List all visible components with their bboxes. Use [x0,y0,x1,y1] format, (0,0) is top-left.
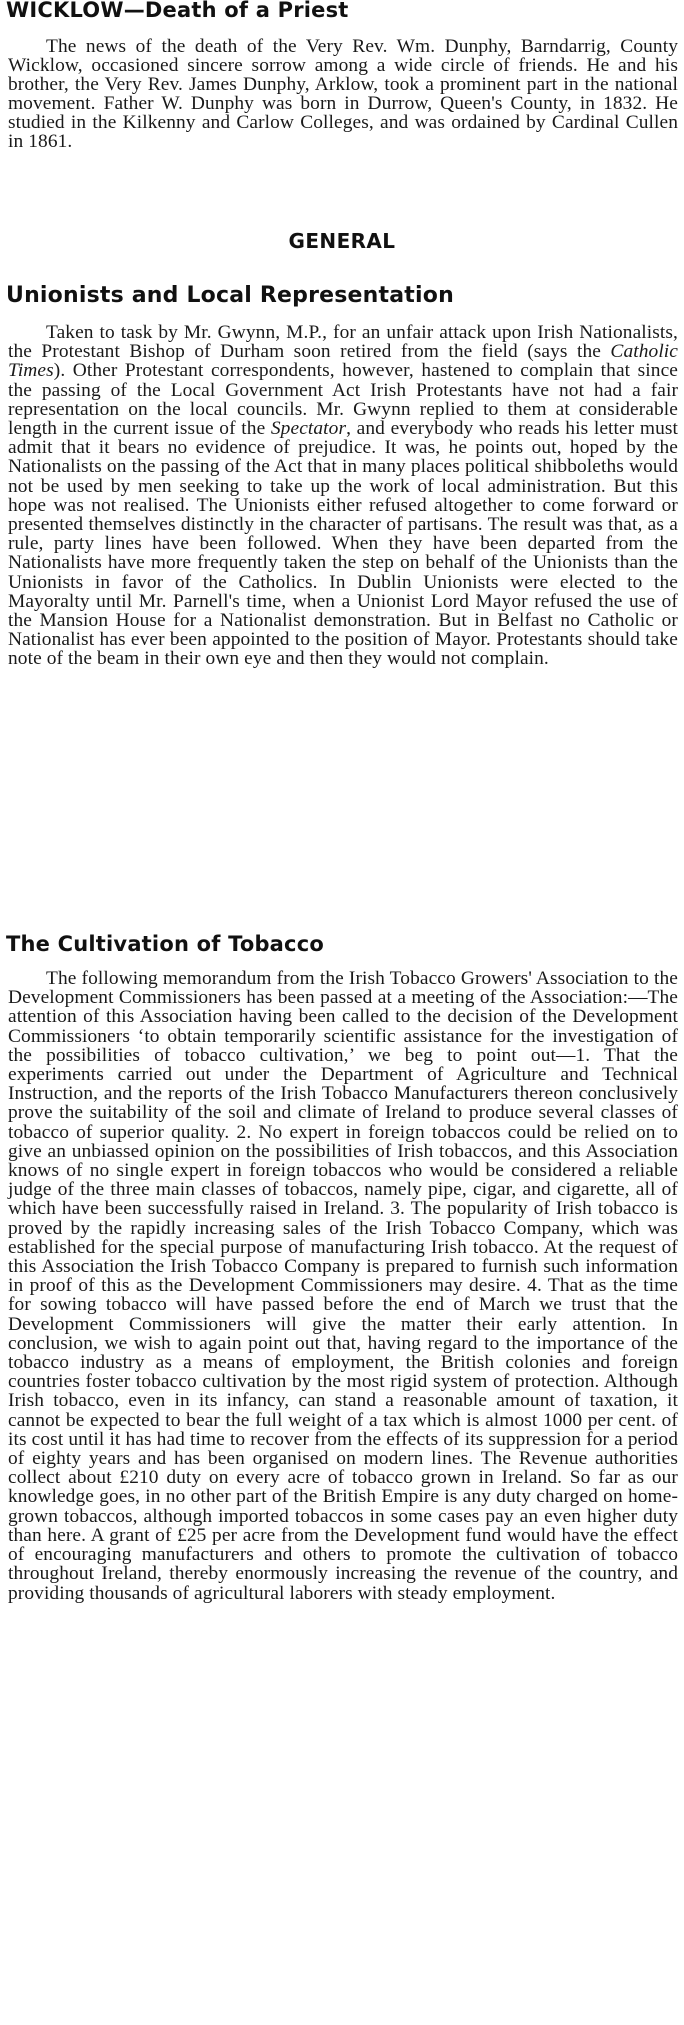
catholic-times-title: Catholic Times [8,341,678,382]
unionists-body-part-2: ). Other Protestant correspondents, however, hastened to complain that since the passing of the Local Government Act Irish Protestants have not had a fair representation on the local councils. Mr. Gwynn replied to them at considerable length in the current issue of the [8,360,678,440]
general-section-heading: GENERAL [288,229,396,253]
tobacco-heading: The Cultivation of Tobacco [6,932,324,956]
wicklow-heading: WICKLOW—Death of a Priest [6,0,349,22]
unionists-article-body [8,323,678,669]
tobacco-article-body: The following memorandum from the Irish Tobacco Growers' Association to the Development Commissioners has been passed at a meeting of the Association:—The attention of this Association having been called to the decision of the Development Commissioners ‘to obtain temporarily scientific assistance for the investigation of the possibilities of tobacco cultivation,’ we beg to point out—1. That the experiments carried out under the Department of Agriculture and Technical Instruction, and the reports of the Irish Tobacco Manufacturers thereon conclusively prove the suitability of the soil and climate of Ireland to produce several classes of tobacco of superior quality. 2. No expert in foreign tobaccos could be relied on to give an unbiassed opinion on the possibilities of Irish tobaccos, and this Association knows of no single expert in foreign tobaccos who would be considered a reliable judge of the three main classes of tobaccos, namely pipe, cigar, and cigarette, all of which have been successfully raised in Ireland. 3. The popularity of Irish tobacco is proved by the rapidly increasing sales of the Irish Tobacco Company, which was established for the special purpose of manufacturing Irish tobacco. At the request of this Association the Irish Tobacco Company is prepared to furnish such information in proof of this as the Development Commissioners may desire. 4. That as the time for sowing tobacco will have passed before the end of March we trust that the Development Commissioners will give the matter their early attention. In conclusion, we wish to again point out that, having regard to the importance of the tobacco industry as a means of employment, the British colonies and foreign countries foster tobacco cultivation by the most rigid system of protection. Although Irish tobacco, even in its infancy, can stand a reasonable amount of taxation, it cannot be expected to bear the full weight of a tax which is almost 1000 per cent. of its cost until it has had time to recover from the effects of its suppression for a period of eighty years and has been organised on modern lines. The Revenue authorities collect about £210 duty on every acre of tobacco grown in Ireland. So far as our knowledge goes, in no other part of the British Empire is any duty charged on home-grown tobaccos, although imported tobaccos in some cases pay an even higher duty than here. A grant of £25 per acre from the Development fund would have the effect of encouraging manufacturers and others to promote the cultivation of tobacco throughout Ireland, thereby enormously increasing the revenue of the country, and providing thousands of agricultural laborers with steady employment. [8,968,678,1604]
wicklow-article-body: The news of the death of the Very Rev. Wm. Dunphy, Barndarrig, County Wicklow, occasioned sincere sorrow among a wide circle of friends. He and his brother, the Very Rev. James Dunphy, Arklow, took a prominent part in the national movement. Father W. Dunphy was born in Durrow, Queen's County, in 1832. He studied in the Kilkenny and Carlow Colleges, and was ordained by Cardinal Cullen in 1861. [8,36,678,153]
unionists-body-part-1: Taken to task by Mr. Gwynn, M.P., for an unfair attack upon Irish Nationalists, the Protestant Bishop of Durham soon retired from the field (says the [8,322,678,363]
spectator-title: Spectator [270,418,347,440]
unionists-body-part-3: , and everybody who reads his letter must admit that it bears no evidence of prejudice. It was, he points out, hoped by the Nationalists on the passing of the Act that in many places political shibboleths would not be used by men seeking to take up the work of local administration. But this hope was not realised. The Unionists either refused altogether to come forward or presented themselves distinctly in the character of partisans. The result was that, as a rule, party lines have been followed. When they have been departed from the Nationalists have more frequently taken the step on behalf of the Unionists than the Unionists in favor of the Catholics. In Dublin Unionists were elected to the Mayoralty until Mr. Parnell's time, when a Unionist Lord Mayor refused the use of the Mansion House for a Nationalist demonstration. But in Belfast no Catholic or Nationalist has ever been appointed to the position of Mayor. Protestants should take note of the beam in their own eye and then they would not complain. [8,418,678,670]
unionists-heading: Unionists and Local Representation [6,283,454,308]
